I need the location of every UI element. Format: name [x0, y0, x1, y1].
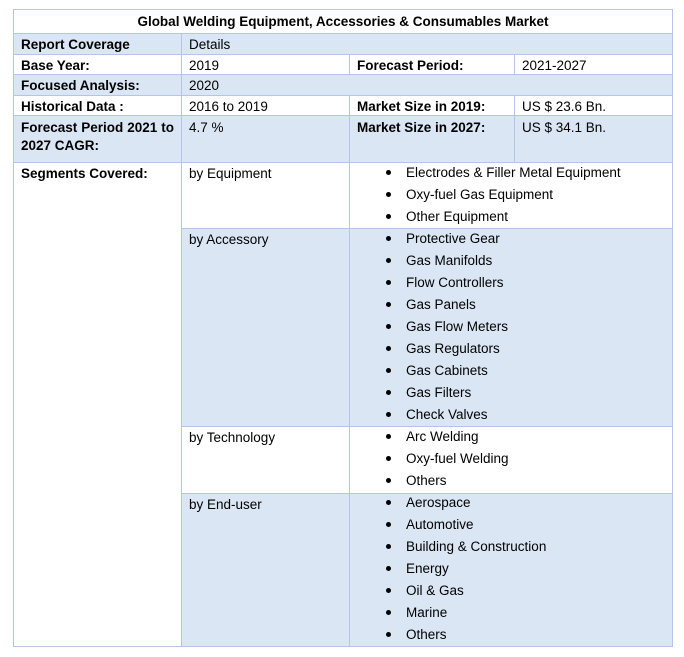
segment-name-equipment: by Equipment [189, 166, 272, 181]
base-year-value: 2019 [189, 58, 220, 73]
list-item: Others [350, 624, 546, 646]
focused-analysis-label: Focused Analysis: [21, 78, 140, 93]
segments-covered-label: Segments Covered: [21, 166, 148, 181]
list-item: Building & Construction [350, 536, 546, 558]
list-item: Other Equipment [350, 206, 621, 228]
list-item: Gas Manifolds [350, 250, 508, 272]
list-item: Gas Filters [350, 382, 508, 404]
list-item: Gas Flow Meters [350, 316, 508, 338]
forecast-period-label: Forecast Period: [357, 58, 464, 73]
list-item: Protective Gear [350, 228, 508, 250]
list-item: Oil & Gas [350, 580, 546, 602]
segment-name-technology: by Technology [189, 430, 276, 445]
market-size-2019-label: Market Size in 2019: [357, 99, 486, 114]
forecast-cagr-value: 4.7 % [189, 120, 224, 135]
segment-name-accessory: by Accessory [189, 232, 269, 247]
forecast-period-value: 2021-2027 [522, 58, 587, 73]
list-item: Arc Welding [350, 426, 509, 448]
historical-data-value: 2016 to 2019 [189, 99, 268, 114]
list-item: Electrodes & Filler Metal Equipment [350, 162, 621, 184]
list-item: Aerospace [350, 492, 546, 514]
segment-list-technology [350, 426, 509, 492]
list-item: Marine [350, 602, 546, 624]
list-item: Gas Cabinets [350, 360, 508, 382]
segment-name-end-user: by End-user [189, 497, 262, 512]
list-item: Gas Panels [350, 294, 508, 316]
forecast-cagr-label: Forecast Period 2021 to 2027 CAGR: [21, 120, 174, 153]
base-year-label: Base Year: [21, 58, 90, 73]
segment-list-end-user [350, 492, 546, 646]
list-item: Oxy-fuel Welding [350, 448, 509, 470]
report-coverage-label: Report Coverage [21, 37, 130, 52]
market-summary-table [13, 9, 673, 647]
segment-list-accessory [350, 228, 508, 426]
table-title: Global Welding Equipment, Accessories & Consumables Market [137, 14, 549, 29]
list-item: Check Valves [350, 404, 508, 426]
market-size-2019-value: US $ 23.6 Bn. [522, 99, 607, 114]
market-size-2027-value: US $ 34.1 Bn. [522, 120, 607, 135]
segment-list-equipment [350, 162, 621, 228]
focused-analysis-value: 2020 [189, 78, 220, 93]
report-coverage-value: Details [189, 37, 231, 52]
list-item: Oxy-fuel Gas Equipment [350, 184, 621, 206]
list-item: Others [350, 470, 509, 492]
historical-data-label: Historical Data : [21, 99, 124, 114]
list-item: Energy [350, 558, 546, 580]
list-item: Gas Regulators [350, 338, 508, 360]
market-size-2027-label: Market Size in 2027: [357, 120, 486, 135]
list-item: Flow Controllers [350, 272, 508, 294]
list-item: Automotive [350, 514, 546, 536]
